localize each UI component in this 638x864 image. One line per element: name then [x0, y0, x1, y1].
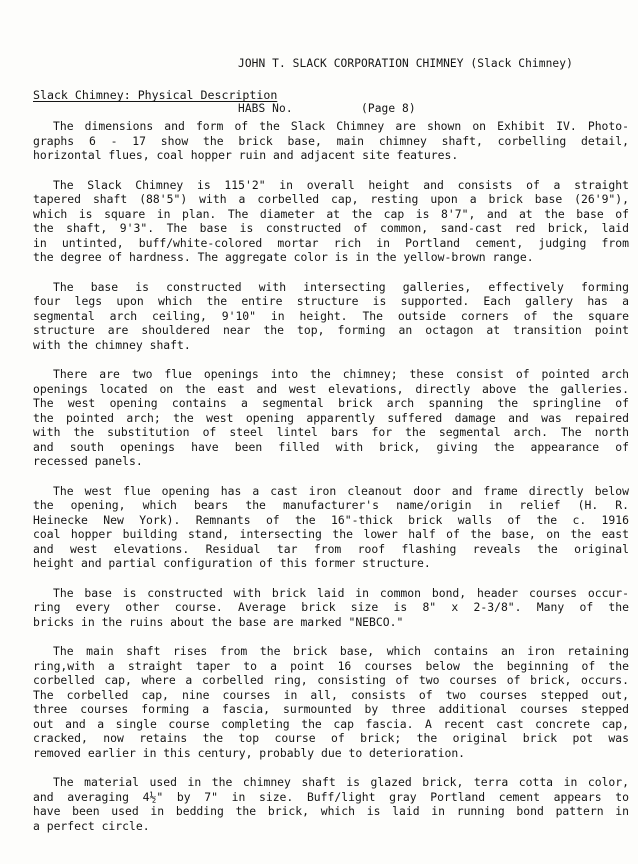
paragraph-line: coal hopper building stand, intersecting the lower half of the base, on the east — [33, 527, 629, 541]
paragraph-line: The material used in the chimney shaft is glazed brick, terra cotta in color, — [53, 775, 629, 789]
paragraph — [33, 367, 629, 469]
paragraph-line: removed earlier in this century, probably due to deterioration. — [33, 745, 466, 760]
paragraph-line: ring every other course. Average brick size is 8" x 2-3/8". Many of the — [33, 600, 629, 614]
paragraph — [33, 644, 629, 760]
paragraph-line: four legs upon which the entire structure is supported. Each gallery has a — [33, 294, 629, 308]
paragraph-line: The dimensions and form of the Slack Chimney are shown on Exhibit IV. Photo- — [53, 119, 629, 133]
paragraph — [33, 484, 629, 571]
paragraph-line: which is square in plan. The diameter at the cap is 8'7", and at the base of — [33, 206, 629, 221]
header-title: JOHN T. SLACK CORPORATION CHIMNEY (Slack Chimney) — [238, 57, 573, 70]
paragraph-line: the degree of hardness. The aggregate color is in the yellow-brown range. — [33, 250, 534, 264]
paragraph-line: graphs 6 - 17 show the brick base, main chimney shaft, corbelling detail, — [33, 133, 629, 148]
paragraph-line: There are two flue openings into the chimney; these consist of pointed arch — [53, 367, 629, 381]
paragraph — [33, 178, 629, 265]
paragraph-line: The Slack Chimney is 115'2" in overall height and consists of a straight — [53, 177, 629, 192]
paragraph-line: Heinecke New York). Remnants of the 16"-thick brick walls of the c. 1916 — [33, 512, 629, 527]
paragraph-line: the pointed arch; the west opening apparently suffered damage and was repaired — [33, 410, 629, 425]
paragraph-line: three courses forming a fascia, surmounted by three additional courses stepped — [33, 702, 629, 716]
paragraph-line: The corbelled cap, nine courses in all, consists of two courses stepped out, — [33, 687, 629, 702]
paragraph-line: horizontal flues, coal hopper ruin and adjacent site features. — [33, 148, 459, 162]
paragraph-line: and averaging 4½" by 7" in size. Buff/light gray Portland cement appears to — [33, 789, 629, 804]
paragraph-line: have been used in bedding the brick, which is laid in running bond pattern in — [33, 804, 629, 818]
paragraph-line: corbelled cap, where a corbelled ring, consisting of two courses of brick, occurs. — [33, 673, 629, 687]
paragraph-line: the shaft, 9'3". The base is constructed of common, sand-cast red brick, laid — [33, 221, 629, 235]
paragraph-line: segmental arch ceiling, 9'10" in height. The outside corners of the square — [33, 308, 629, 323]
paragraph-line: height and partial configuration of this former structure. — [33, 556, 431, 570]
paragraph-line: the opening, which bears the manufacturer's name/origin in relief (H. R. — [33, 498, 629, 512]
paragraph-line: structure are shouldered near the top, forming an octagon at transition point — [33, 323, 629, 337]
paragraph-line: The main shaft rises from the brick base, which contains an iron retaining — [53, 644, 629, 658]
paragraph-line: with the substitution of steel lintel bars for the segmental arch. The north — [33, 425, 629, 439]
paragraph-line: and west elevations. Residual tar from roof flashing reveals the original — [33, 541, 629, 556]
paragraph-line: openings located on the east and west elevations, directly above the galleries. — [33, 381, 629, 396]
header-habs-page: HABS No. (Page 8) — [238, 102, 416, 115]
paragraph-line: cracked, now retains the top course of brick; the original brick pot was — [33, 731, 629, 745]
paragraph — [33, 119, 629, 163]
body-text — [33, 119, 629, 848]
paragraph-line: The base is constructed with brick laid in common bond, header courses occur- — [53, 585, 629, 600]
paragraph-line: in untinted, buff/white-colored mortar rich in Portland cement, judging from — [33, 235, 629, 250]
paragraph-line: tapered shaft (88'5") with a corbelled cap, resting upon a brick base (26'9"), — [33, 192, 629, 206]
paragraph-line: out and a single course completing the cap fascia. A recent cast concrete cap, — [33, 716, 629, 731]
paragraph-line: with the chimney shaft. — [33, 337, 191, 352]
paragraph-line: a perfect circle. — [33, 818, 150, 833]
paragraph-line: The base is constructed with intersecting galleries, effectively forming — [53, 279, 629, 294]
section-title: Slack Chimney: Physical Description — [33, 88, 278, 102]
paragraph — [33, 775, 629, 833]
paragraph-line: ring,with a straight taper to a point 16 courses below the beginning of the — [33, 658, 629, 673]
paragraph-line: and south openings have been filled with brick, giving the appearance of — [33, 439, 629, 454]
paragraph-line: recessed panels. — [33, 454, 143, 468]
paragraph-line: The west flue opening has a cast iron cleanout door and frame directly below — [53, 483, 629, 498]
paragraph-line: The west opening contains a segmental brick arch spanning the springline of — [33, 396, 629, 410]
paragraph-line: bricks in the ruins about the base are marked "NEBCO." — [33, 614, 404, 629]
paragraph — [33, 280, 629, 353]
paragraph — [33, 586, 629, 630]
